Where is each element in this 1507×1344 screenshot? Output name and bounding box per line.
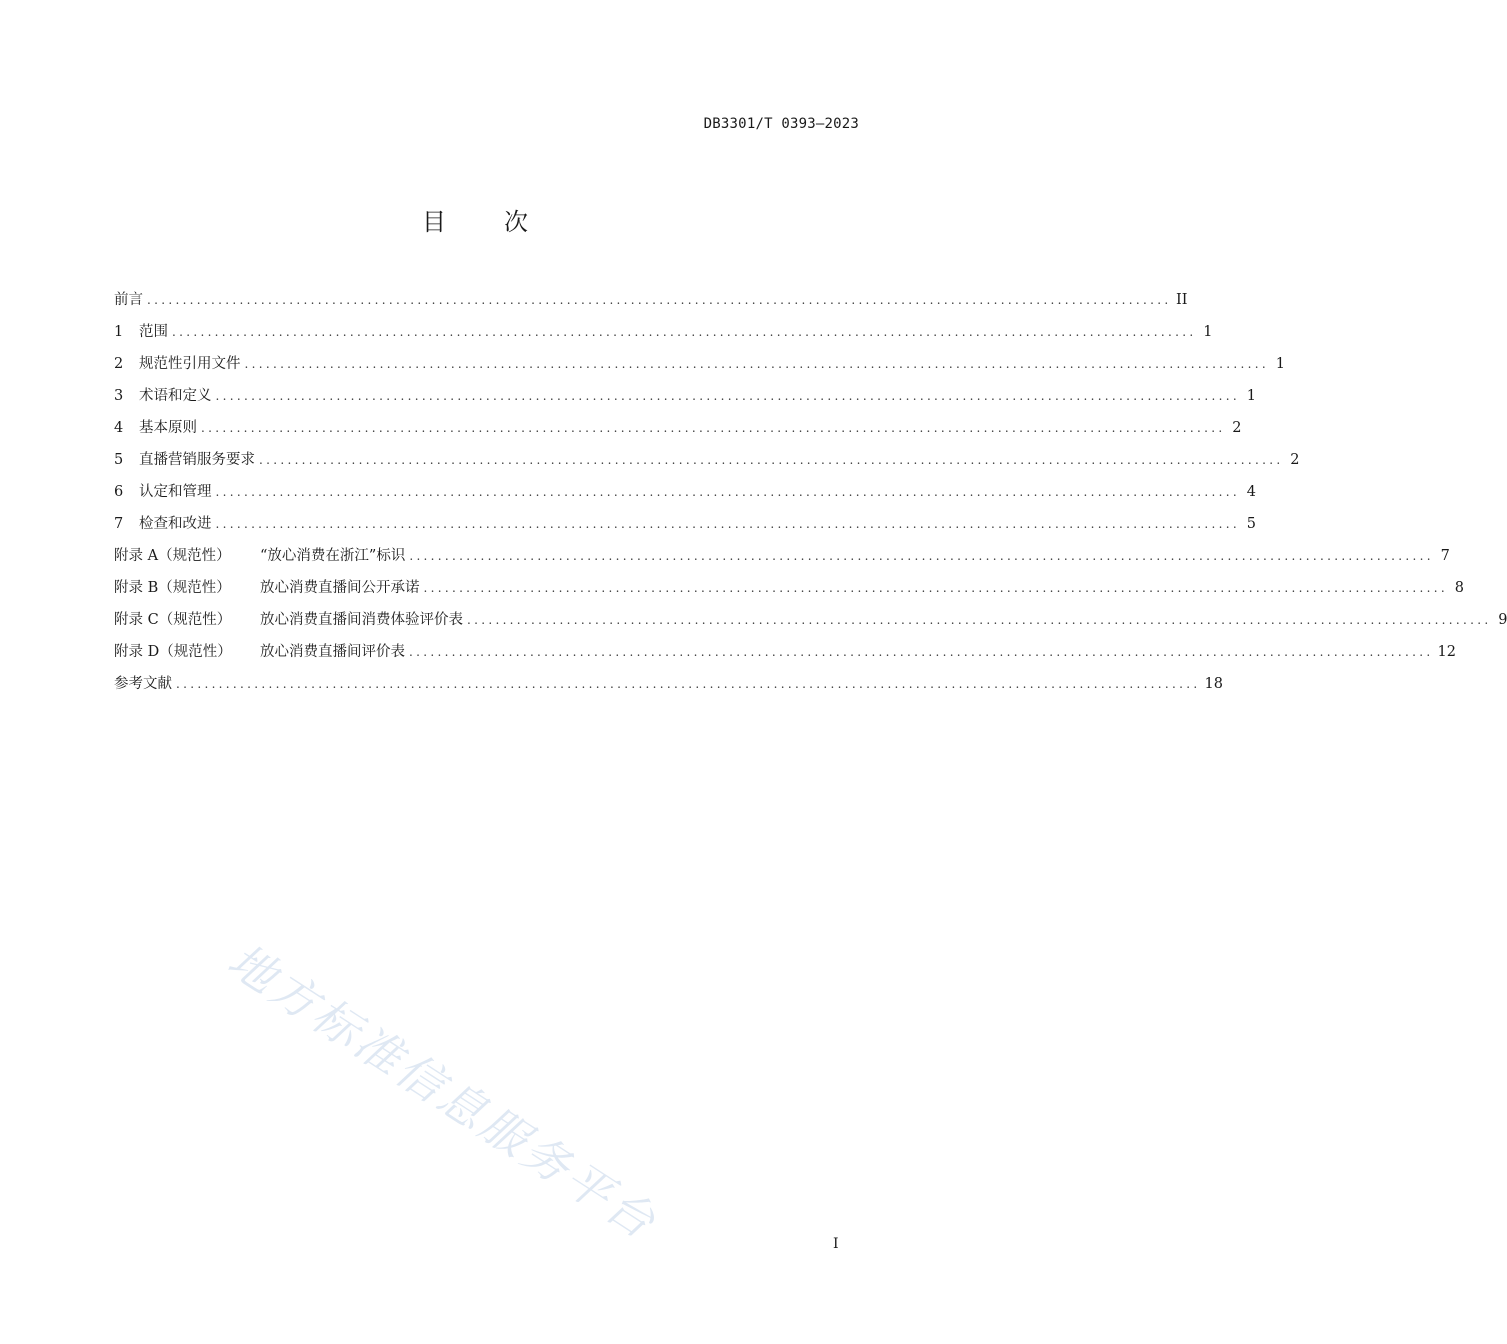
title-char-2: 次 <box>504 208 528 236</box>
toc-entry-label: 认定和管理 <box>139 484 212 500</box>
toc-leader-dots: ................................................................................................................................................ <box>215 517 1240 531</box>
toc-entry-page: 4 <box>1246 484 1256 500</box>
watermark: 地方标准信息服务平台 <box>218 932 668 1251</box>
toc-entry-number: 5 <box>114 452 124 468</box>
toc-entry-page: 1 <box>1246 388 1256 404</box>
toc-annex-label: 放心消费直播间消费体验评价表 <box>260 612 463 628</box>
toc-entry-page: 1 <box>1275 356 1285 372</box>
toc-entry-label: 基本原则 <box>139 420 197 436</box>
toc-leader-dots: ................................................................................................................................................ <box>467 613 1492 627</box>
toc-entry-number: 3 <box>114 388 124 404</box>
toc-entry-number: 6 <box>114 484 124 500</box>
toc-entry-number: 2 <box>114 356 124 372</box>
toc-entry-number: 1 <box>114 324 124 340</box>
toc-entry-page: II <box>1176 292 1188 308</box>
toc-entry-label: 直播营销服务要求 <box>139 452 255 468</box>
toc-entry-certification[interactable] <box>114 476 1256 508</box>
toc-leader-dots: ................................................................................................................................................ <box>201 421 1226 435</box>
toc-annex-page: 9 <box>1498 612 1507 628</box>
toc-leader-dots: ................................................................................................................................................ <box>147 293 1172 307</box>
toc-entry-inspection[interactable] <box>114 508 1256 540</box>
toc-annex-id: 附录 D（规范性） <box>114 644 232 660</box>
toc-annex-label: “放心消费在浙江”标识 <box>260 548 406 564</box>
page-title <box>0 202 950 237</box>
toc-annex-d[interactable] <box>114 636 1456 668</box>
document-code: DB3301/T 0393—2023 <box>703 116 859 132</box>
toc-leader-dots: ................................................................................................................................................ <box>215 485 1240 499</box>
toc-entry-label: 前言 <box>114 292 143 308</box>
toc-annex-page: 7 <box>1440 548 1450 564</box>
toc-entry-bibliography[interactable] <box>114 668 1223 700</box>
toc-annex-label: 放心消费直播间公开承诺 <box>260 580 420 596</box>
page-number: I <box>833 1236 839 1252</box>
toc-leader-dots: ................................................................................................................................................ <box>215 389 1240 403</box>
toc-entry-label: 规范性引用文件 <box>139 356 241 372</box>
toc-entry-scope[interactable] <box>114 316 1213 348</box>
toc-entry-normative-references[interactable] <box>114 348 1285 380</box>
toc-entry-page: 5 <box>1246 516 1256 532</box>
table-of-contents <box>114 284 1507 700</box>
toc-annex-c[interactable] <box>114 604 1507 636</box>
toc-entry-label: 术语和定义 <box>139 388 212 404</box>
toc-entry-label: 检查和改进 <box>139 516 212 532</box>
toc-entry-number: 4 <box>114 420 124 436</box>
toc-leader-dots: ................................................................................................................................................ <box>176 677 1201 691</box>
toc-annex-id: 附录 A（规范性） <box>114 548 231 564</box>
toc-leader-dots: ................................................................................................................................................ <box>409 549 1434 563</box>
toc-leader-dots: ................................................................................................................................................ <box>409 645 1434 659</box>
toc-entry-page: 18 <box>1204 676 1223 692</box>
toc-annex-id: 附录 B（规范性） <box>114 580 231 596</box>
toc-annex-a[interactable] <box>114 540 1450 572</box>
toc-annex-label: 放心消费直播间评价表 <box>260 644 405 660</box>
toc-entry-number: 7 <box>114 516 124 532</box>
toc-entry-foreword[interactable] <box>114 284 1188 316</box>
toc-entry-service-requirements[interactable] <box>114 444 1300 476</box>
toc-annex-id: 附录 C（规范性） <box>114 612 232 628</box>
toc-entry-label: 参考文献 <box>114 676 172 692</box>
toc-entry-terms[interactable] <box>114 380 1256 412</box>
toc-entry-principles[interactable] <box>114 412 1242 444</box>
toc-leader-dots: ................................................................................................................................................ <box>259 453 1284 467</box>
toc-entry-label: 范围 <box>139 324 168 340</box>
toc-leader-dots: ................................................................................................................................................ <box>423 581 1448 595</box>
toc-leader-dots: ................................................................................................................................................ <box>172 325 1197 339</box>
toc-leader-dots: ................................................................................................................................................ <box>244 357 1269 371</box>
toc-annex-page: 12 <box>1437 644 1456 660</box>
toc-annex-page: 8 <box>1454 580 1464 596</box>
toc-entry-page: 2 <box>1232 420 1242 436</box>
toc-entry-page: 1 <box>1203 324 1213 340</box>
title-char-1: 目 <box>422 208 446 236</box>
toc-annex-b[interactable] <box>114 572 1464 604</box>
toc-entry-page: 2 <box>1290 452 1300 468</box>
